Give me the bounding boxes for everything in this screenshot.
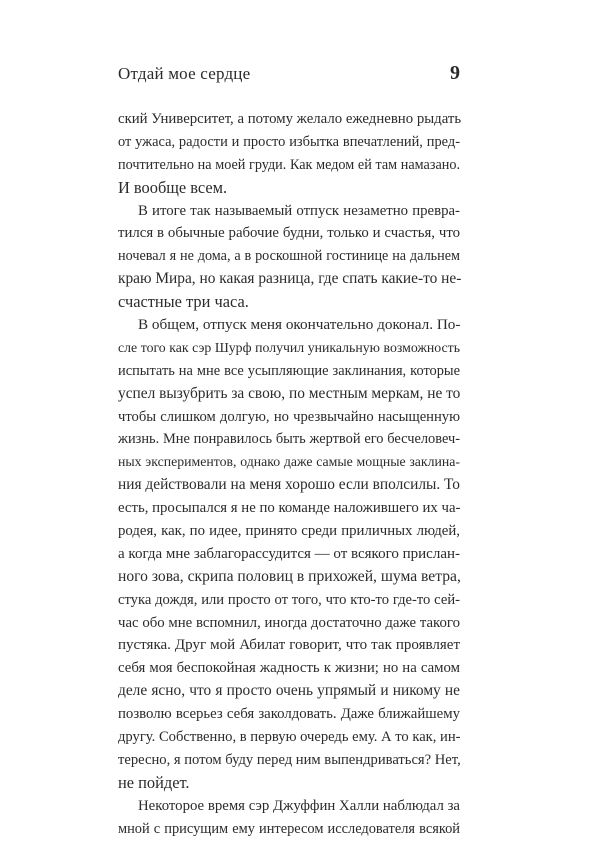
text-line: себя моя беспокойная жадность к жизни; но на самом bbox=[118, 660, 460, 677]
text-line: успел вызубрить за свою, по местным меркам, не то bbox=[118, 384, 461, 402]
text-line: тился в обычные рабочие будни, только и счастья, что bbox=[118, 225, 460, 242]
text-line: деле ясно, что я просто очень упрямый и никому не bbox=[118, 682, 460, 700]
text-line: а когда мне заблагорассудится — от всякого прислан- bbox=[118, 545, 460, 562]
text-line: В общем, отпуск меня окончательно доконал. По- bbox=[138, 316, 461, 334]
text-line: ния действовали на меня хорошо если вполсилы. То bbox=[118, 476, 460, 494]
text-line: ного зова, скрипа половиц в прихожей, шума ветра, bbox=[118, 567, 461, 585]
text-line: пустяка. Друг мой Абилат говорит, что так проявляет bbox=[118, 637, 460, 654]
page-number: 9 bbox=[450, 62, 460, 84]
text-line: Некоторое время сэр Джуффин Халли наблюдал за bbox=[138, 797, 460, 814]
text-line: краю Мира, но какая разница, где спать какие-то не- bbox=[118, 270, 462, 288]
text-line: тересно, я потом буду перед ним выпендриваться? Нет, bbox=[118, 751, 461, 768]
text-line: В итоге так называемый отпуск незаметно превра- bbox=[138, 202, 460, 219]
running-header bbox=[118, 64, 460, 88]
text-line: счастные три часа. bbox=[118, 292, 249, 312]
text-line: мной с присущим ему интересом исследователя всякой bbox=[118, 820, 460, 837]
text-line: ночевал я не дома, а в роскошной гостинице на дальнем bbox=[118, 248, 460, 265]
text-line: родея, как, по идее, принято среди приличных людей, bbox=[118, 523, 460, 540]
text-line: позволю всерьез себя заколдовать. Даже ближайшему bbox=[118, 706, 460, 723]
body-text bbox=[118, 108, 460, 841]
text-line: не пойдет. bbox=[118, 772, 190, 792]
text-line: И вообще всем. bbox=[118, 177, 228, 197]
text-line: ных экспериментов, однако даже самые мощные заклина- bbox=[118, 454, 460, 470]
text-line: сле того как сэр Шурф получил уникальную возможность bbox=[118, 339, 460, 355]
text-line: жизнь. Мне понравилось быть жертвой его бесчеловеч- bbox=[118, 431, 460, 448]
text-line: от ужаса, радости и просто избытка впечатлений, пред- bbox=[118, 133, 460, 150]
text-line: почтительно на моей груди. Как медом ей там намазано. bbox=[118, 156, 460, 173]
running-title: Отдай мое сердце bbox=[118, 64, 251, 83]
text-line: другу. Собственно, в первую очередь ему. А то как, ин- bbox=[118, 729, 461, 746]
text-line: час обо мне вспомнил, иногда достаточно даже такого bbox=[118, 614, 460, 631]
text-line: ский Университет, а потому желало ежедневно рыдать bbox=[118, 111, 462, 127]
text-line: чтобы слишком долгую, но чрезвычайно насыщенную bbox=[118, 408, 460, 425]
text-line: стука дождя, или просто от того, что кто-то где-то сей- bbox=[118, 591, 460, 608]
text-line: есть, просыпался я не по команде наложившего их ча- bbox=[118, 500, 461, 517]
text-line: испытать на мне все усыпляющие заклинания, которые bbox=[118, 362, 460, 379]
